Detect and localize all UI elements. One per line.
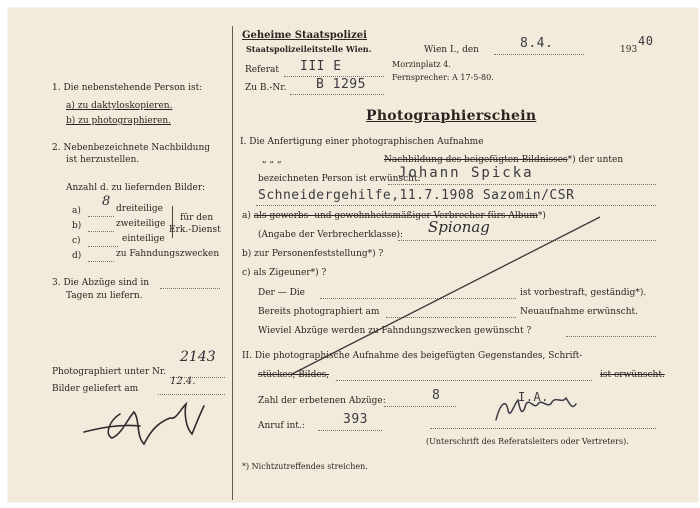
left-a-number: 8 (102, 194, 111, 209)
office-name: Staatspolizeileitstelle Wien. (246, 44, 372, 54)
option-a-mark: *) (537, 211, 546, 221)
phone: Fernsprecher: A 17-5-80. (392, 73, 494, 82)
left-d-text: zu Fahndungszwecken (116, 249, 220, 259)
photographiert-label: Photographiert unter Nr. (52, 367, 167, 377)
left-item-1: 1. Die nebenstehende Person ist: (52, 83, 203, 93)
neuaufnahme: Neuaufnahme erwünscht. (520, 307, 639, 317)
option-a-label: a) (242, 211, 251, 221)
date-value: 8.4. (520, 36, 554, 51)
wieviel: Wieviel Abzüge werden zu Fahndungszwecken gewünscht ? (258, 326, 532, 336)
zu-label: Zu B.-Nr. (245, 83, 287, 93)
left-item-1a-text: a) zu daktyloskopieren. (66, 101, 173, 111)
brace-text-2: Erk.-Dienst (169, 225, 221, 235)
section-i-line3: bezeichneten Person ist erwünscht: (258, 174, 421, 184)
brace-text-1: für den (180, 213, 214, 223)
left-d-label: d) (72, 251, 82, 261)
left-a-label: a) (72, 206, 81, 216)
photo-number: 2143 (180, 349, 216, 365)
year-prefix: 193 (620, 45, 638, 55)
left-item-1b-text: b) zu photographieren. (66, 116, 172, 126)
year-suffix: 40 (638, 34, 654, 48)
vorbestraft: ist vorbestraft, geständig*). (520, 288, 647, 298)
geliefert-label: Bilder geliefert am (52, 384, 139, 394)
left-item-2-line2: ist herzustellen. (66, 155, 140, 165)
ia-mark: I.A. (518, 390, 549, 404)
klasse-label: (Angabe der Verbrecherklasse): (258, 230, 404, 240)
zahl-label: Zahl der erbetenen Abzüge: (258, 396, 386, 406)
referat-value: III E (300, 59, 342, 74)
klasse-handwritten: Spionag (428, 218, 490, 236)
left-b-text: zweiteilige (116, 219, 166, 229)
person-details: Schneidergehilfe,11.7.1908 Sazomin/CSR (258, 188, 575, 203)
section-i-line2-rest: *) der unten (567, 155, 624, 165)
signature-scribble (496, 398, 576, 420)
der-die: Der — Die (258, 288, 305, 298)
footnote: *) Nichtzutreffendes streichen. (242, 462, 368, 471)
person-name: Johann Spicka (398, 165, 534, 181)
referat-label: Referat (245, 65, 280, 75)
zu-value: B 1295 (316, 77, 366, 92)
address: Morzinplatz 4. (392, 60, 451, 69)
left-item-3-line2: Tagen zu liefern. (66, 291, 143, 301)
left-item-2-line1: 2. Nebenbezeichnete Nachbildung (52, 143, 211, 153)
strike-stueckes: stückes, Bildes, (258, 370, 330, 380)
strike-nachbildung: Nachbildung des beigefügten Bildnisses (384, 155, 568, 165)
section-i-line1: I. Die Anfertigung einer photographischen Aufnahme (240, 137, 484, 147)
diagonal-strike-line (292, 217, 600, 374)
left-a-text: dreiteilige (116, 204, 163, 214)
zahl-value: 8 (432, 388, 441, 403)
bereits-label: Bereits photographiert am (258, 307, 380, 317)
unterschrift-caption: (Unterschrift des Referatsleiters oder Vertreters). (426, 437, 629, 446)
form-title-text: Photographierschein (366, 108, 537, 124)
option-c: c) als Zigeuner*) ? (242, 268, 327, 278)
strike-erwuenscht: ist erwünscht. (600, 370, 665, 380)
geliefert-date: 12.4. (170, 376, 196, 387)
left-item-3-line1: 3. Die Abzüge sind in (52, 278, 150, 288)
ort-label: Wien I., den (424, 45, 479, 55)
org-name-text: Geheime Staatspolizei (242, 30, 367, 41)
strike-album: als gewerbs- und gewohnheitsmäßiger Verbrecher fürs Album (253, 211, 538, 221)
section-ii-line1: II. Die photographische Aufnahme des beigefügten Gegenstandes, Schrift- (242, 351, 583, 361)
left-c-label: c) (72, 236, 81, 246)
left-c-text: einteilige (122, 234, 165, 244)
anruf-value: 393 (343, 412, 368, 427)
left-b-label: b) (72, 221, 82, 231)
anruf-label: Anruf int.: (258, 421, 305, 431)
option-b: b) zur Personenfeststellung*) ? (242, 249, 384, 259)
left-anzahl: Anzahl d. zu liefernden Bilder: (66, 183, 206, 193)
section-i-quotes: „ „ „ (262, 155, 282, 165)
